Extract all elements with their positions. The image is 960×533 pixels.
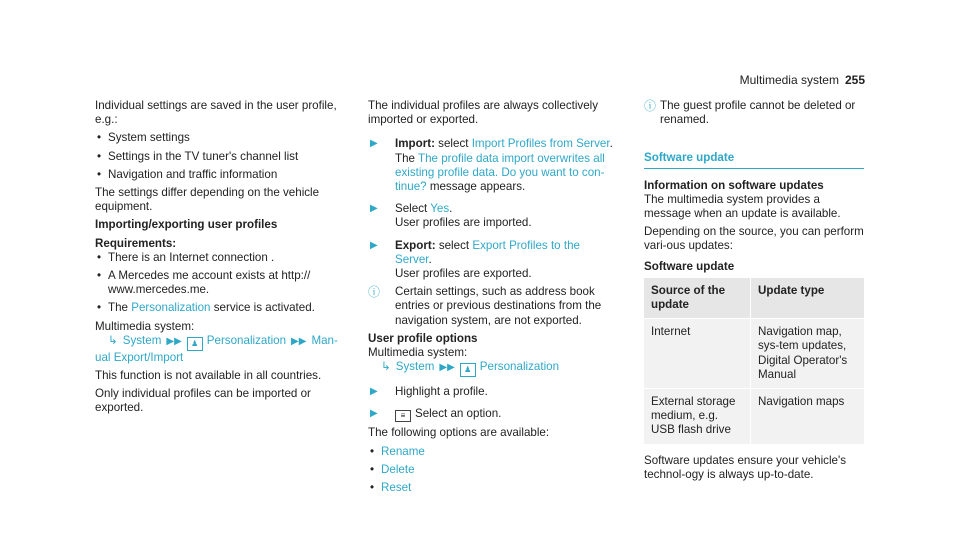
delete-option[interactable]: Delete	[381, 462, 415, 476]
software-update-table	[644, 278, 864, 444]
bullet-icon: •	[97, 250, 102, 264]
requirements-heading: Requirements:	[95, 236, 177, 250]
bullet-icon: •	[97, 301, 102, 315]
info-text: The multimedia system provides a message when an update is available.	[644, 192, 841, 221]
bullet-icon: •	[97, 149, 102, 163]
only-individual-text: Only individual profiles can be imported or exported.	[95, 387, 311, 415]
bullet-icon: •	[97, 269, 102, 283]
list-item: • Navigation and traffic information	[97, 167, 278, 181]
menu-icon: ≡	[395, 410, 411, 422]
depending-text: Depending on the source, you can perform vari-ous updates:	[644, 225, 864, 253]
step-arrow-icon: ▶	[370, 138, 378, 150]
intro-text: The individual profiles are always collectively imported or exported.	[368, 99, 599, 127]
list-item	[368, 445, 618, 459]
profile-options-heading: User profile options	[368, 331, 478, 345]
table-cell: Navigation map, sys-tem updates, Digital Operator's Manual	[751, 319, 865, 389]
table-row	[644, 319, 864, 389]
step-arrow-icon: ▶	[370, 203, 378, 215]
rename-option[interactable]: Rename	[381, 444, 425, 458]
double-arrow-icon: ▶▶	[439, 362, 455, 374]
nav-path	[368, 360, 618, 377]
guest-note: ⓘ The guest profile cannot be deleted or renamed.	[644, 99, 856, 127]
return-arrow-icon: ↳	[108, 333, 118, 347]
differ-text: The settings differ depending on the vehicle equipment.	[95, 186, 320, 214]
table-caption: Software update	[644, 259, 735, 273]
nav-export-import-link[interactable]: ual Export/Import	[95, 350, 184, 364]
list-item: • The Personalization service is activated.	[97, 301, 315, 315]
table-cell: Internet	[644, 319, 751, 389]
export-profiles-link[interactable]: Export Profiles to the Server	[395, 238, 580, 266]
nav-system-link[interactable]: System	[122, 333, 162, 347]
export-step: ▶ Export: select Export Profiles to the Server. User profiles are exported.	[370, 238, 580, 281]
table-cell: Navigation maps	[751, 389, 865, 444]
personalization-link[interactable]: Personalization	[131, 301, 211, 315]
highlight-step: ▶ Highlight a profile.	[370, 385, 488, 399]
bullet-icon: •	[370, 462, 375, 476]
table-header-row	[644, 278, 864, 319]
bullet-icon: •	[97, 131, 102, 145]
column-1	[95, 99, 340, 420]
column-2	[368, 99, 618, 499]
availability-text: This function is not available in all countries.	[95, 369, 322, 383]
import-export-heading: Importing/exporting user profiles	[95, 218, 278, 232]
following-text: The following options are available:	[368, 426, 550, 440]
nav-manual-link[interactable]: Man-	[311, 333, 338, 347]
select-option-step: ▶ ≡ Select an option.	[370, 407, 502, 421]
list-item	[368, 463, 618, 477]
info-heading: Information on software updates	[644, 178, 824, 192]
multimedia-system-label: Multimedia system:	[95, 319, 195, 333]
import-step: ▶ Import: select Import Profiles from Server. The The profile data import overwrites all existing profile data. Do you want to con-tinue? message appears.	[370, 137, 613, 194]
step-arrow-icon: ▶	[370, 408, 378, 420]
info-icon: ⓘ	[644, 99, 657, 113]
step-arrow-icon: ▶	[370, 386, 378, 398]
step-arrow-icon: ▶	[370, 239, 378, 251]
import-message: The profile data import overwrites all existing profile data. Do you want to con-tinue?	[395, 151, 605, 194]
import-profiles-link[interactable]: Import Profiles from Server	[471, 137, 610, 151]
list-item: • Settings in the TV tuner's channel list	[97, 149, 299, 163]
nav-personalization-link[interactable]: Personalization	[479, 360, 560, 374]
bullet-icon: •	[97, 167, 102, 181]
multimedia-system-label: Multimedia system:	[368, 346, 468, 360]
bullet-icon: •	[370, 481, 375, 495]
section-name: Multimedia system	[739, 73, 839, 87]
bullet-icon: •	[370, 444, 375, 458]
info-icon: ⓘ	[368, 285, 381, 300]
ensure-text: Software updates ensure your vehicle's technol-ogy is always up-to-date.	[644, 453, 846, 481]
page-header	[740, 73, 865, 87]
list-item: • System settings	[97, 131, 190, 145]
list-item	[368, 481, 618, 495]
page-number: 255	[844, 73, 865, 87]
person-icon: ♟	[187, 337, 203, 351]
nav-system-link[interactable]: System	[395, 360, 435, 374]
nav-personalization-link[interactable]: Personalization	[206, 333, 287, 347]
list-item: • A Mercedes me account exists at http:// www.mercedes.me.	[97, 269, 311, 297]
yes-step: ▶ Select Yes. User profiles are imported.	[370, 202, 532, 230]
double-arrow-icon: ▶▶	[166, 335, 182, 347]
double-arrow-icon: ▶▶	[291, 335, 307, 347]
software-update-title: Software update	[644, 151, 864, 168]
column-3	[644, 99, 864, 486]
table-row	[644, 389, 864, 444]
yes-link[interactable]: Yes	[430, 202, 450, 216]
table-header: Update type	[751, 278, 865, 319]
table-header: Source of the update	[644, 278, 751, 319]
info-note: ⓘ Certain settings, such as address book entries or previous destinations from the navigation system, are not exported.	[368, 285, 602, 327]
reset-option[interactable]: Reset	[381, 481, 412, 495]
list-item: • There is an Internet connection .	[97, 250, 275, 264]
table-cell: External storage medium, e.g. USB flash drive	[644, 389, 751, 444]
return-arrow-icon: ↳	[381, 360, 391, 374]
intro-text: Individual settings are saved in the user profile, e.g.:	[95, 99, 337, 127]
person-icon: ♟	[460, 363, 476, 377]
nav-path	[95, 334, 340, 351]
